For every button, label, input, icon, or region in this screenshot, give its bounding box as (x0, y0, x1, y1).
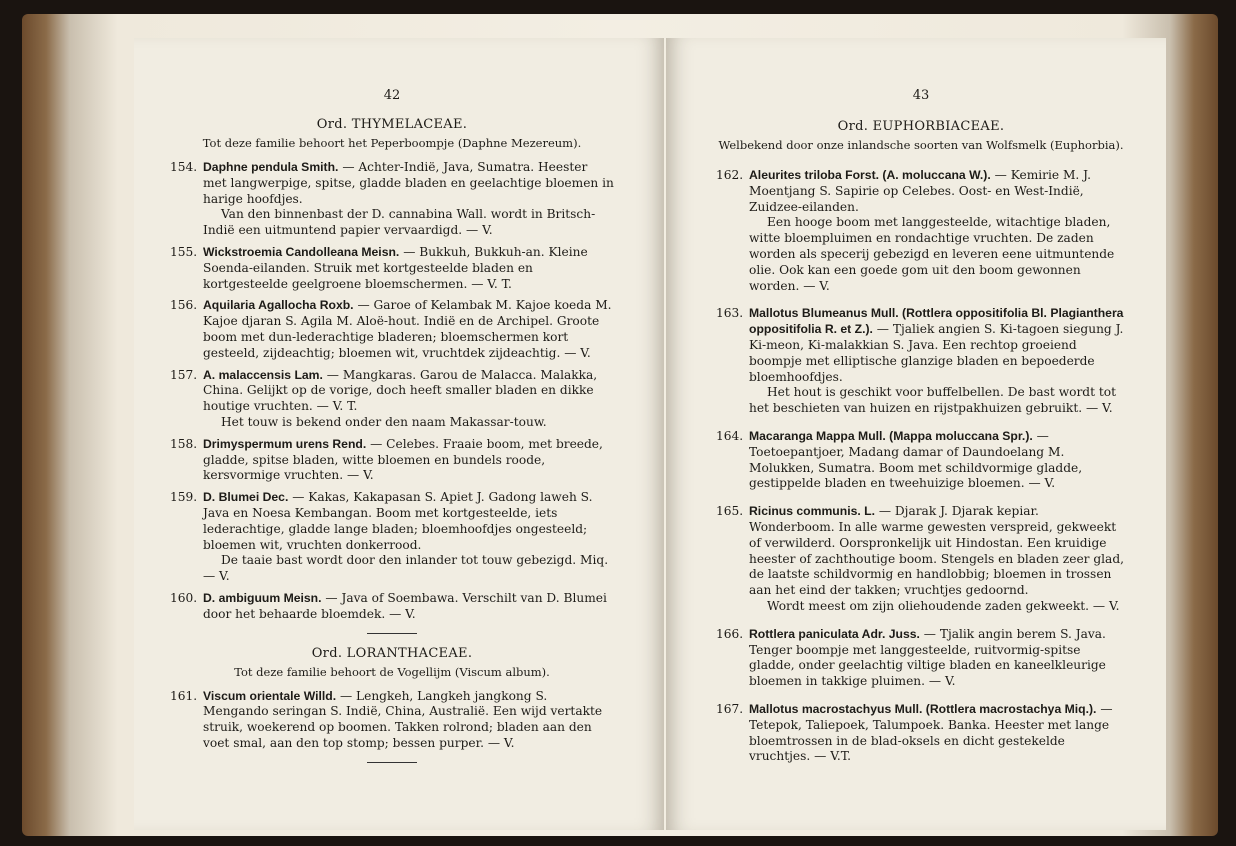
species-description: — Tjalik angin berem S. Java. Tenger boompje met langgesteelde, ruitvormig-spitse gladde, onder geelachtig viltige bladen en kaneelkleurige bloemen in takkige pluimen. — V. (749, 626, 1106, 689)
entry-number: 166. (716, 626, 744, 641)
species-name: D. ambiguum Meisn. (203, 590, 322, 605)
species-entry (170, 591, 614, 623)
species-name: D. Blumei Dec. (203, 490, 289, 505)
species-description: — Mangkaras. Garou de Malacca. Malakka, China. Gelijkt op de vorige, doch heeft smaller bladen en dikke houtige vruchten. — V. T. (203, 367, 598, 414)
species-description: — Djarak J. Djarak kepiar. Wonderboom. In alle warme gewesten verspreid, gekweekt of verwilderd. Oorspronkelijk uit Hindostan. Een kruidige heester of zachthoutige boom. Stengels en bladen zeer glad, de laatste schildvormig en handlobbig; bloemen in trossen aan het eind der takken; vruchtjes gedoornd. (749, 504, 1124, 598)
species-name: Drimyspermum urens Rend. (203, 436, 367, 451)
species-description: — Garoe of Kelambak M. Kajoe koeda M. Kajoe djaran S. Agila M. Aloë-hout. Indië en de Archipel. Groote boom met dun-lederachtige bladeren; bloemschermen kort gesteeld, zijdeachtig; bloemen wit, vruchtdek zijdeachtig. — V. (203, 298, 612, 360)
entry-number: 163. (716, 306, 744, 321)
entry-number: 155. (170, 244, 198, 259)
entry-number: 156. (170, 298, 198, 313)
species-description: — Achter-Indië, Java, Sumatra. Heester met langwerpige, spitse, gladde bladen en geelachtige bloemen in harige hoofdjes. (203, 160, 614, 206)
species-entry (170, 160, 614, 239)
page-number: 42 (383, 88, 401, 103)
species-name: Wickstroemia Candolleana Meisn. (203, 244, 400, 259)
species-entry (716, 168, 1126, 294)
species-entry (716, 702, 1126, 765)
species-entry (170, 689, 614, 752)
entry-list (170, 689, 614, 752)
species-note: De taaie bast wordt door den inlander tot touw gebezigd. Miq. — V. (203, 553, 609, 584)
species-note: Wordt meest om zijn oliehoudende zaden gekweekt. — V. (767, 598, 1120, 613)
species-description: — Celebes. Fraaie boom, met breede, gladde, spitse bladen, witte bloemen en bundels roode, kersvormige vruchten. — V. (203, 436, 603, 483)
species-name: Mallotus macrostachyus Mull. (Rottlera macrostachya Miq.). (749, 701, 1097, 716)
species-name: Aleurites triloba Forst. (A. moluccana W.). (749, 168, 991, 182)
species-description: — Kakas, Kakapasan S. Apiet J. Gadong laweh S. Java en Noesa Kembangan. Boom met kortgesteelde, iets lederachtige, gladde lange bladen; bloemhoofdjes ongesteeld; bloemen wit, vruchten donkerrood. (203, 490, 593, 552)
species-name: Viscum orientale Willd. (203, 688, 337, 703)
divider (367, 762, 417, 763)
book (22, 14, 1218, 836)
species-note: Van den binnenbast der D. cannabina Wall. wordt in Britsch-Indië een uitmuntend papier vervaardigd. — V. (203, 207, 596, 238)
species-description: — Toetoepantjoer, Madang damar of Daundoelang M. Molukken, Sumatra. Boom met schildvormige gladde, gestippelde bladen en tweehuizige bloemen. — V. (749, 428, 1083, 491)
species-description: — Java of Soembawa. Verschilt van D. Blumei door het behaarde bloemdek. — V. (203, 590, 607, 621)
family-note: Tot deze familie behoort het Peperboompje (Daphne Mezereum). (202, 136, 582, 150)
species-note: Een hooge boom met langgesteelde, witachtige bladen, witte bloempluimen en rondachtige vruchten. De zaden worden als specerij gebezigd en leveren eene uitmuntende olie. Ook kan een goede gom uit den boom gewonnen worden. — V. (749, 215, 1115, 293)
entry-number: 165. (716, 504, 744, 519)
divider (367, 633, 417, 634)
order-heading: Ord. LORANTHACEAE. (311, 645, 473, 661)
species-description: — Tjaliek angien S. Ki-tagoen siegung J. Ki-meon, Ki-malakkian S. Java. Een rechtop groeiend boompje met elliptische glanzige bladen en bepoederde bloemhoofdjes. (749, 322, 1124, 384)
species-description: — Bukkuh, Bukkuh-an. Kleine Soenda-eilanden. Struik met kortgesteelde bladen en kortgesteelde geelgroene bloemschermen. — V. T. (203, 244, 588, 291)
entry-number: 167. (716, 701, 744, 716)
species-entry (716, 504, 1126, 615)
entry-number: 157. (170, 367, 198, 382)
entry-number: 161. (170, 688, 198, 703)
left-page (134, 38, 664, 830)
entry-number: 159. (170, 490, 198, 505)
entry-number: 164. (716, 428, 744, 443)
entry-list (716, 168, 1126, 765)
entry-number: 162. (716, 168, 744, 182)
species-name: Aquilaria Agallocha Roxb. (203, 298, 354, 313)
species-entry (716, 306, 1126, 417)
species-entry (170, 437, 614, 484)
entry-list (170, 160, 614, 623)
species-name: Rottlera paniculata Adr. Juss. (749, 626, 920, 641)
entry-number: 158. (170, 436, 198, 451)
species-name: Ricinus communis. L. (749, 504, 875, 519)
species-entry (716, 627, 1126, 690)
species-name: Daphne pendula Smith. (203, 160, 339, 174)
species-description: — Lengkeh, Langkeh jangkong S. Mengando seringan S. Indië, China, Australië. Een wijd vertakte struik, woekerend op boomen. Takken rolrond; bladen aan den voet smal, aan den top stomp; bessen purper. — V. (203, 688, 603, 750)
entry-number: 160. (170, 590, 198, 605)
family-note: Welbekend door onze inlandsche soorten van Wolfsmelk (Euphorbia). (718, 138, 1124, 152)
species-name: Mallotus Blumeanus Mull. (Rottlera oppositifolia Bl. Plagianthera oppositifolia R. et Z.). (749, 306, 1124, 337)
species-note: Het touw is bekend onder den naam Makassar-touw. (221, 414, 547, 429)
species-name: Macaranga Mappa Mull. (Mappa moluccana Spr.). (749, 428, 1033, 443)
species-entry (170, 245, 614, 292)
entry-number: 154. (170, 160, 198, 174)
species-entry (170, 490, 614, 585)
species-note: Het hout is geschikt voor buffelbellen. De bast wordt tot het beschieten van huizen en rijstpakhuizen gebruikt. — V. (749, 385, 1116, 416)
right-page (666, 38, 1166, 830)
order-heading: Ord. THYMELACEAE. (316, 117, 468, 132)
species-entry (170, 298, 614, 361)
species-description: — Kemirie M. J. Moentjang S. Sapirie op Celebes. Oost- en West-Indië, Zuidzee-eilanden. (749, 168, 1091, 214)
species-description: — Tetepok, Taliepoek, Talumpoek. Banka. Heester met lange bloemtrossen in de blad-oksels en dicht gestekelde vruchtjes. — V.T. (749, 701, 1113, 764)
order-heading: Ord. EUPHORBIACEAE. (837, 119, 1005, 134)
species-entry (170, 368, 614, 431)
family-note: Tot deze familie behoort de Vogellijm (Viscum album). (234, 664, 550, 679)
species-entry (716, 429, 1126, 492)
species-name: A. malaccensis Lam. (203, 367, 323, 382)
page-number: 43 (912, 88, 930, 103)
